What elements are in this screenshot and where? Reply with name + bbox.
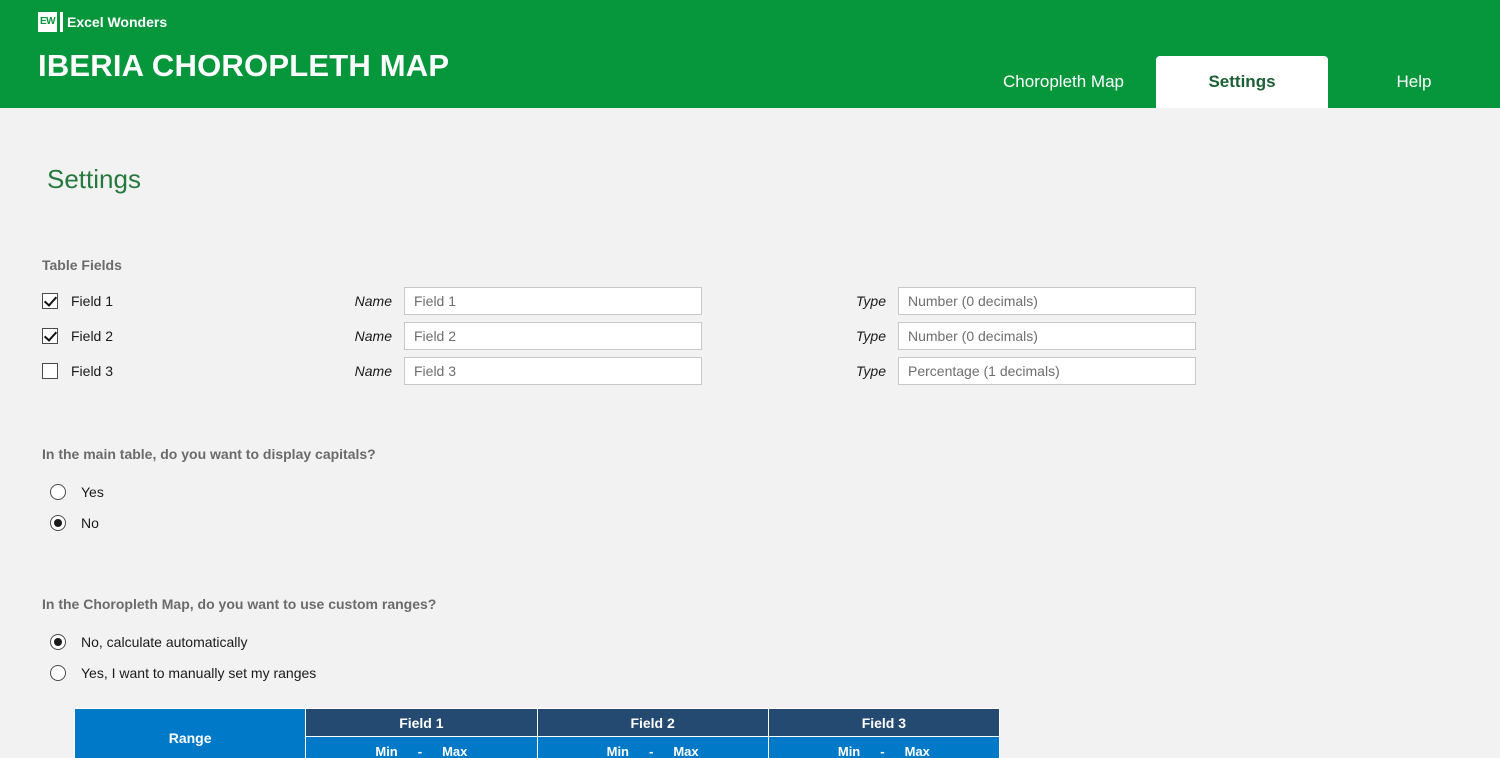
capitals-radio-yes-label: Yes [81,483,104,500]
capitals-option-yes[interactable] [42,476,1458,507]
capitals-option-no[interactable] [42,507,1458,538]
field-1-name-label: Name [354,292,392,309]
page-title-banner: IBERIA CHOROPLETH MAP [38,48,450,83]
tab-help[interactable]: Help [1396,72,1432,91]
field-2-type-label: Type [855,327,886,344]
field-2-name-input[interactable] [404,322,702,350]
field-row [42,318,1458,353]
min-label: Min [837,744,861,758]
field-3-checkbox-group[interactable] [42,363,332,379]
settings-content [0,164,1500,758]
field-2-name-label: Name [354,327,392,344]
capitals-radio-yes[interactable] [50,484,66,500]
min-label: Min [606,744,629,758]
table-fields-label: Table Fields [42,257,122,273]
ranges-col-field-1: Field 1 [306,709,537,737]
field-3-type-input[interactable] [898,357,1196,385]
field-2-checkbox[interactable] [42,328,58,344]
ranges-col-field-2: Field 2 [537,709,768,737]
ranges-subheader-field-3 [768,737,999,758]
field-2-type-input[interactable] [898,322,1196,350]
page-title: Settings [47,164,141,194]
ranges-radio-auto[interactable] [50,634,66,650]
ranges-radio-manual-label: Yes, I want to manually set my ranges [81,664,317,681]
capitals-question: In the main table, do you want to display capitals? [42,446,376,462]
ranges-subheader-field-1 [306,737,537,758]
tab-choropleth-map[interactable]: Choropleth Map [1003,72,1124,91]
field-1-type-label: Type [855,292,886,309]
dash-label: - [649,744,654,758]
field-1-name-input[interactable] [404,287,702,315]
ranges-radio-auto-label: No, calculate automatically [81,633,248,650]
field-1-type-input[interactable] [898,287,1196,315]
app-header [0,0,1500,108]
capitals-radio-no[interactable] [50,515,66,531]
field-1-checkbox[interactable] [42,293,58,309]
field-3-name-input[interactable] [404,357,702,385]
table-header-row [75,709,1000,737]
ranges-radio-manual[interactable] [50,665,66,681]
max-label: Max [673,744,699,758]
field-1-checkbox-label: Field 1 [71,292,114,309]
field-3-checkbox-label: Field 3 [71,362,114,379]
excel-wonders-logo-icon: EW [38,12,60,32]
capitals-radio-no-label: No [81,514,99,531]
field-1-checkbox-group[interactable] [42,293,332,309]
dash-label: - [880,744,885,758]
field-2-checkbox-group[interactable] [42,328,332,344]
ranges-option-auto[interactable] [42,626,1458,657]
field-3-name-label: Name [354,362,392,379]
brand-name: Excel Wonders [67,14,168,30]
ranges-subheader-field-2 [537,737,768,758]
main-nav [971,56,1500,108]
field-3-type-label: Type [855,362,886,379]
ranges-option-manual[interactable] [42,657,1458,688]
min-label: Min [375,744,398,758]
field-row [42,353,1458,388]
dash-label: - [417,744,423,758]
custom-ranges-question: In the Choropleth Map, do you want to use custom ranges? [42,596,437,612]
max-label: Max [904,744,930,758]
brand [38,12,167,32]
field-row [42,283,1458,318]
field-2-checkbox-label: Field 2 [71,327,114,344]
field-3-checkbox[interactable] [42,363,58,379]
ranges-col-field-3: Field 3 [768,709,999,737]
max-label: Max [442,744,468,758]
custom-ranges-table [74,708,1000,758]
range-column-header: Range [75,709,306,758]
tab-settings[interactable]: Settings [1156,56,1328,108]
